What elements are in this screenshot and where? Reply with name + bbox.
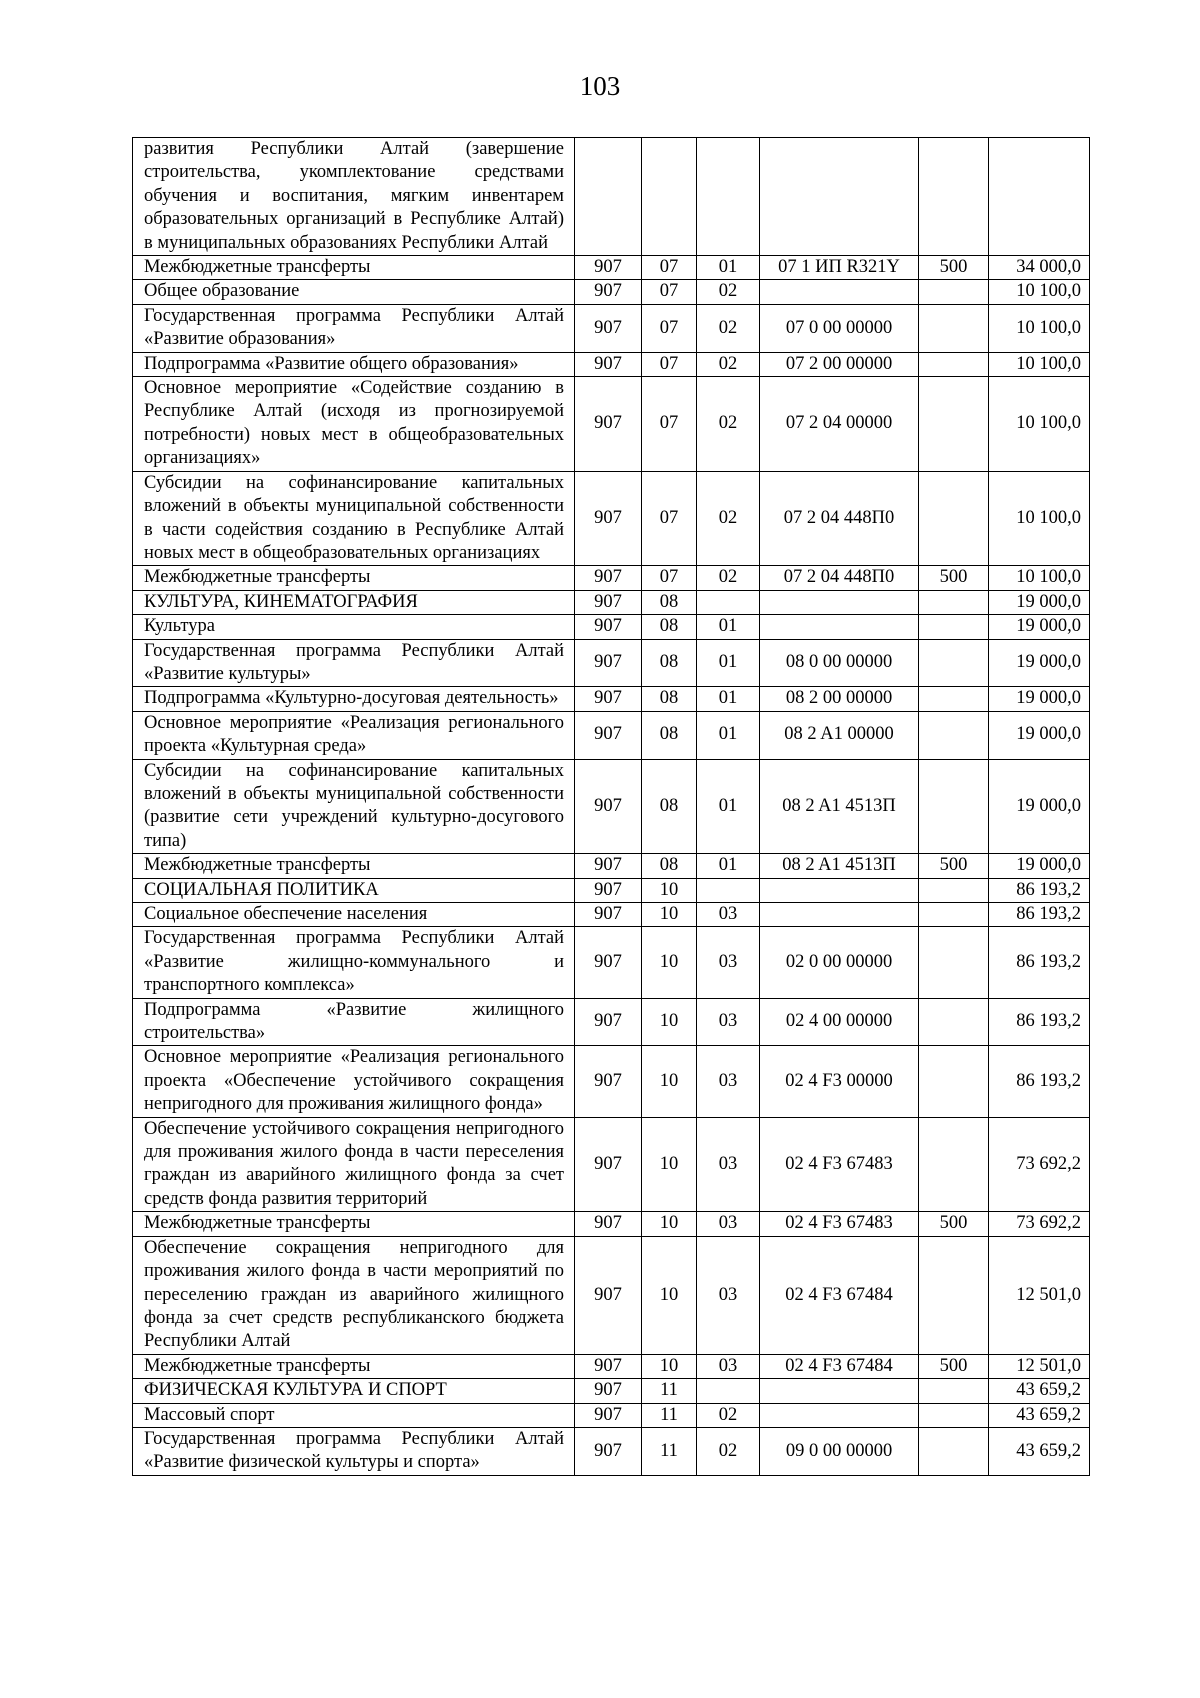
table-row (133, 903, 1090, 927)
cell-subsection: 03 (697, 903, 760, 927)
cell-section: 07 (642, 566, 697, 590)
table-row (133, 854, 1090, 878)
cell-amount: 86 193,2 (989, 1046, 1090, 1117)
cell-name: Государственная программа Республики Алтай «Развитие жилищно-коммунального и транспортного комплекса» (133, 927, 575, 998)
table-row (133, 1117, 1090, 1212)
cell-name: Межбюджетные трансферты (133, 566, 575, 590)
cell-target-article: 02 4 00 00000 (760, 998, 919, 1046)
cell-subsection: 03 (697, 1354, 760, 1378)
cell-target-article: 08 2 A1 4513П (760, 759, 919, 854)
cell-amount: 12 501,0 (989, 1354, 1090, 1378)
table-row (133, 615, 1090, 639)
table-row (133, 1236, 1090, 1354)
cell-amount: 86 193,2 (989, 878, 1090, 902)
cell-target-article: 08 2 00 00000 (760, 687, 919, 711)
cell-target-article: 07 2 04 448П0 (760, 471, 919, 566)
table-row (133, 590, 1090, 614)
cell-target-article (760, 280, 919, 304)
table-row (133, 352, 1090, 376)
cell-subsection: 01 (697, 615, 760, 639)
cell-ministry: 907 (575, 854, 642, 878)
cell-expense-type (919, 138, 989, 256)
cell-amount: 34 000,0 (989, 256, 1090, 280)
cell-name: Подпрограмма «Развитие жилищного строительства» (133, 998, 575, 1046)
cell-name: Общее образование (133, 280, 575, 304)
cell-ministry: 907 (575, 304, 642, 352)
cell-amount (989, 138, 1090, 256)
table-row (133, 687, 1090, 711)
cell-amount: 19 000,0 (989, 687, 1090, 711)
cell-expense-type (919, 352, 989, 376)
cell-amount: 86 193,2 (989, 927, 1090, 998)
cell-ministry: 907 (575, 590, 642, 614)
cell-target-article: 09 0 00 00000 (760, 1427, 919, 1475)
cell-subsection (697, 590, 760, 614)
cell-expense-type (919, 1403, 989, 1427)
cell-amount: 43 659,2 (989, 1403, 1090, 1427)
cell-target-article: 02 4 F3 67483 (760, 1117, 919, 1212)
cell-name: Субсидии на софинансирование капитальных вложений в объекты муниципальной собственности (развитие сети учреждений культурно-досугового типа) (133, 759, 575, 854)
cell-target-article: 07 2 04 448П0 (760, 566, 919, 590)
cell-ministry: 907 (575, 711, 642, 759)
table-row (133, 1403, 1090, 1427)
cell-target-article (760, 903, 919, 927)
table-row (133, 1212, 1090, 1236)
cell-expense-type: 500 (919, 854, 989, 878)
cell-subsection: 02 (697, 377, 760, 472)
cell-subsection: 03 (697, 1117, 760, 1212)
cell-ministry: 907 (575, 903, 642, 927)
table-row (133, 878, 1090, 902)
page-number: 103 (579, 71, 621, 101)
cell-subsection: 03 (697, 1236, 760, 1354)
cell-section: 08 (642, 854, 697, 878)
cell-ministry: 907 (575, 471, 642, 566)
cell-expense-type (919, 304, 989, 352)
cell-name: Социальное обеспечение населения (133, 903, 575, 927)
cell-ministry: 907 (575, 998, 642, 1046)
cell-ministry (575, 138, 642, 256)
cell-section: 08 (642, 687, 697, 711)
cell-amount: 19 000,0 (989, 711, 1090, 759)
cell-ministry: 907 (575, 1403, 642, 1427)
cell-subsection (697, 1379, 760, 1403)
cell-subsection: 02 (697, 352, 760, 376)
cell-expense-type (919, 1236, 989, 1354)
cell-name: Основное мероприятие «Реализация регионального проекта «Культурная среда» (133, 711, 575, 759)
cell-expense-type (919, 687, 989, 711)
cell-subsection: 01 (697, 854, 760, 878)
cell-expense-type: 500 (919, 566, 989, 590)
cell-target-article (760, 1379, 919, 1403)
cell-target-article (760, 615, 919, 639)
cell-name: Субсидии на софинансирование капитальных вложений в объекты муниципальной собственности в части содействия созданию в Республике Алтай новых мест в общеобразовательных организациях (133, 471, 575, 566)
cell-amount: 19 000,0 (989, 615, 1090, 639)
cell-name: Государственная программа Республики Алтай «Развитие культуры» (133, 639, 575, 687)
cell-expense-type (919, 903, 989, 927)
cell-amount: 19 000,0 (989, 590, 1090, 614)
cell-expense-type: 500 (919, 1354, 989, 1378)
cell-name: Государственная программа Республики Алтай «Развитие образования» (133, 304, 575, 352)
cell-subsection: 01 (697, 256, 760, 280)
cell-subsection: 02 (697, 1427, 760, 1475)
cell-expense-type (919, 1046, 989, 1117)
cell-amount: 10 100,0 (989, 377, 1090, 472)
cell-ministry: 907 (575, 1427, 642, 1475)
cell-name: ФИЗИЧЕСКАЯ КУЛЬТУРА И СПОРТ (133, 1379, 575, 1403)
cell-name: Межбюджетные трансферты (133, 1212, 575, 1236)
cell-section (642, 138, 697, 256)
cell-ministry: 907 (575, 377, 642, 472)
cell-section: 11 (642, 1427, 697, 1475)
cell-section: 11 (642, 1379, 697, 1403)
cell-target-article: 02 4 F3 67484 (760, 1354, 919, 1378)
cell-name: Государственная программа Республики Алтай «Развитие физической культуры и спорта» (133, 1427, 575, 1475)
cell-amount: 12 501,0 (989, 1236, 1090, 1354)
table-row (133, 566, 1090, 590)
cell-name: развития Республики Алтай (завершение строительства, укомплектование средствами обучения и воспитания, мягким инвентарем образовательных организаций в Республике Алтай) в муниципальных образованиях Республики Алтай (133, 138, 575, 256)
cell-expense-type: 500 (919, 1212, 989, 1236)
cell-section: 07 (642, 280, 697, 304)
cell-name: Межбюджетные трансферты (133, 854, 575, 878)
table-row (133, 639, 1090, 687)
cell-expense-type (919, 759, 989, 854)
cell-target-article: 08 0 00 00000 (760, 639, 919, 687)
table-row (133, 471, 1090, 566)
cell-name: КУЛЬТУРА, КИНЕМАТОГРАФИЯ (133, 590, 575, 614)
cell-ministry: 907 (575, 1046, 642, 1117)
table-row (133, 256, 1090, 280)
cell-section: 10 (642, 998, 697, 1046)
cell-expense-type (919, 471, 989, 566)
cell-target-article: 07 0 00 00000 (760, 304, 919, 352)
table-row (133, 1379, 1090, 1403)
cell-section: 08 (642, 639, 697, 687)
cell-amount: 19 000,0 (989, 854, 1090, 878)
cell-ministry: 907 (575, 878, 642, 902)
cell-ministry: 907 (575, 1379, 642, 1403)
cell-section: 10 (642, 878, 697, 902)
cell-amount: 19 000,0 (989, 639, 1090, 687)
cell-target-article: 08 2 A1 4513П (760, 854, 919, 878)
cell-ministry: 907 (575, 1212, 642, 1236)
cell-target-article (760, 878, 919, 902)
cell-amount: 10 100,0 (989, 352, 1090, 376)
cell-ministry: 907 (575, 1117, 642, 1212)
table-row (133, 1354, 1090, 1378)
cell-expense-type (919, 711, 989, 759)
cell-section: 07 (642, 304, 697, 352)
cell-section: 07 (642, 256, 697, 280)
cell-target-article (760, 138, 919, 256)
cell-expense-type (919, 615, 989, 639)
cell-target-article (760, 1403, 919, 1427)
cell-amount: 86 193,2 (989, 903, 1090, 927)
cell-expense-type (919, 1427, 989, 1475)
cell-name: Обеспечение сокращения непригодного для проживания жилого фонда в части мероприятий по переселению граждан из аварийного жилищного фонда за счет средств республиканского бюджета Республики Алтай (133, 1236, 575, 1354)
cell-subsection (697, 878, 760, 902)
cell-name: Межбюджетные трансферты (133, 256, 575, 280)
table-row (133, 998, 1090, 1046)
cell-name: Межбюджетные трансферты (133, 1354, 575, 1378)
table-row (133, 304, 1090, 352)
cell-subsection: 03 (697, 927, 760, 998)
cell-target-article: 02 0 00 00000 (760, 927, 919, 998)
cell-name: Обеспечение устойчивого сокращения непригодного для проживания жилого фонда в части переселения граждан из аварийного жилищного фонда за счет средств фонда развития территорий (133, 1117, 575, 1212)
cell-subsection: 01 (697, 711, 760, 759)
cell-amount: 43 659,2 (989, 1379, 1090, 1403)
cell-expense-type (919, 927, 989, 998)
cell-target-article: 02 4 F3 67483 (760, 1212, 919, 1236)
cell-subsection: 03 (697, 1212, 760, 1236)
cell-subsection: 02 (697, 471, 760, 566)
cell-expense-type (919, 1117, 989, 1212)
cell-subsection (697, 138, 760, 256)
cell-section: 08 (642, 711, 697, 759)
cell-expense-type (919, 878, 989, 902)
cell-section: 10 (642, 1236, 697, 1354)
cell-expense-type (919, 377, 989, 472)
cell-amount: 10 100,0 (989, 304, 1090, 352)
cell-target-article: 02 4 F3 00000 (760, 1046, 919, 1117)
cell-name: Подпрограмма «Культурно-досуговая деятельность» (133, 687, 575, 711)
table-row (133, 1427, 1090, 1475)
table-row (133, 377, 1090, 472)
cell-section: 07 (642, 471, 697, 566)
cell-section: 10 (642, 1354, 697, 1378)
cell-ministry: 907 (575, 759, 642, 854)
cell-ministry: 907 (575, 352, 642, 376)
cell-subsection: 02 (697, 566, 760, 590)
cell-amount: 10 100,0 (989, 471, 1090, 566)
cell-amount: 10 100,0 (989, 566, 1090, 590)
cell-target-article: 07 1 ИП R321Y (760, 256, 919, 280)
cell-amount: 86 193,2 (989, 998, 1090, 1046)
cell-expense-type (919, 1379, 989, 1403)
cell-section: 10 (642, 1212, 697, 1236)
cell-name: Массовый спорт (133, 1403, 575, 1427)
cell-expense-type (919, 998, 989, 1046)
table-row (133, 1046, 1090, 1117)
cell-amount: 43 659,2 (989, 1427, 1090, 1475)
cell-expense-type (919, 639, 989, 687)
cell-subsection: 01 (697, 687, 760, 711)
cell-name: Основное мероприятие «Содействие созданию в Республике Алтай (исходя из прогнозируемой потребности) новых мест в общеобразовательных организациях» (133, 377, 575, 472)
cell-section: 08 (642, 590, 697, 614)
table-row (133, 759, 1090, 854)
cell-section: 10 (642, 1046, 697, 1117)
cell-target-article (760, 590, 919, 614)
cell-expense-type: 500 (919, 256, 989, 280)
cell-ministry: 907 (575, 256, 642, 280)
cell-amount: 10 100,0 (989, 280, 1090, 304)
cell-section: 07 (642, 352, 697, 376)
cell-ministry: 907 (575, 687, 642, 711)
cell-name: Основное мероприятие «Реализация регионального проекта «Обеспечение устойчивого сокращения непригодного для проживания жилищного фонда» (133, 1046, 575, 1117)
table-row (133, 927, 1090, 998)
cell-target-article: 08 2 A1 00000 (760, 711, 919, 759)
cell-subsection: 02 (697, 1403, 760, 1427)
table-row (133, 138, 1090, 256)
cell-section: 07 (642, 377, 697, 472)
cell-section: 10 (642, 927, 697, 998)
cell-subsection: 03 (697, 1046, 760, 1117)
cell-subsection: 03 (697, 998, 760, 1046)
cell-expense-type (919, 590, 989, 614)
cell-section: 10 (642, 903, 697, 927)
cell-target-article: 07 2 00 00000 (760, 352, 919, 376)
table-row (133, 711, 1090, 759)
cell-target-article: 02 4 F3 67484 (760, 1236, 919, 1354)
cell-target-article: 07 2 04 00000 (760, 377, 919, 472)
budget-table (132, 137, 1090, 1476)
budget-table-body (133, 138, 1090, 1476)
cell-section: 11 (642, 1403, 697, 1427)
cell-ministry: 907 (575, 280, 642, 304)
cell-subsection: 01 (697, 759, 760, 854)
cell-name: Подпрограмма «Развитие общего образования» (133, 352, 575, 376)
cell-ministry: 907 (575, 615, 642, 639)
cell-amount: 19 000,0 (989, 759, 1090, 854)
cell-name: Культура (133, 615, 575, 639)
cell-ministry: 907 (575, 1354, 642, 1378)
cell-ministry: 907 (575, 927, 642, 998)
cell-name: СОЦИАЛЬНАЯ ПОЛИТИКА (133, 878, 575, 902)
cell-ministry: 907 (575, 566, 642, 590)
cell-section: 08 (642, 615, 697, 639)
cell-ministry: 907 (575, 639, 642, 687)
cell-subsection: 01 (697, 639, 760, 687)
cell-section: 10 (642, 1117, 697, 1212)
cell-subsection: 02 (697, 304, 760, 352)
table-row (133, 280, 1090, 304)
cell-amount: 73 692,2 (989, 1212, 1090, 1236)
cell-ministry: 907 (575, 1236, 642, 1354)
cell-expense-type (919, 280, 989, 304)
cell-amount: 73 692,2 (989, 1117, 1090, 1212)
cell-subsection: 02 (697, 280, 760, 304)
cell-section: 08 (642, 759, 697, 854)
